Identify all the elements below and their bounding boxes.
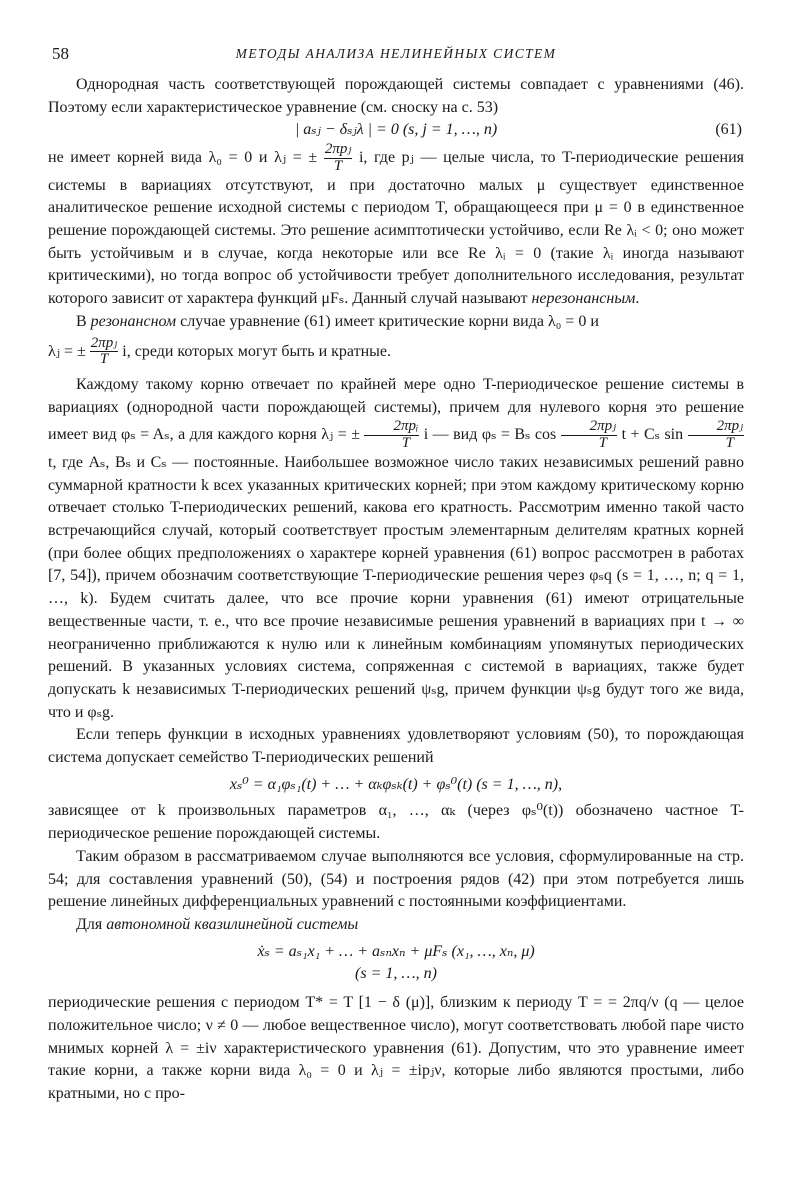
page-number: 58 [52, 44, 69, 63]
paragraph: Каждому такому корню отвечает по крайней мере одно T-периодическое решение системы в вариациях (однородной части порождающей системы), причем для нулевого корня это решение имеет вид φₛ = Aₛ, а для каждого корня λⱼ = ± $\frac{\text{2πpᵢ}}{T}$ i — вид φₛ = Bₛ cos $\frac{\text{2πpⱼ}}{T}$ t + Cₛ sin $\frac{\text{2πpⱼ}}{T}$ t, где Aₛ, Bₛ и Cₛ — постоянные. Наибольшее возможное число таких независимых решений равно суммарной кратности k всех указанных критических корней; при этом каждому критическому корню отвечает столько T-периодических решений, какова его кратность. Рассмотрим именно такой часто встречающийся случай, который соответствует простым элементарным делителям кратных корней (при более общих предположениях о характере корней уравнения (61) вопрос рассмотрен в работах [7, 54]), причем обозначим соответствующие T-периодические решения через φₛq (s = 1, …, n; q = 1, …, k). Будем считать далее, что все прочие корни уравнения (61) имеют отрицательные вещественные части, т. е., что все прочие независимые решения уравнений в вариациях при t → ∞ неограниченно приближаются к нулю или к линейным комбинациям упомянутых периодических решений. В указанных условиях система, сопряженная с системой в вариациях, также будет допускать k независимых T-периодических решений ψₛg, причем функции ψₛg будут того же вида, что и φₛg. [48, 376, 744, 721]
paragraph: В резонансном случае уравнение (61) имеет критические корни вида λ₀ = 0 и [76, 312, 599, 330]
equation-family: xₛ⁰ = α₁φₛ₁(t) + … + αₖφₛₖ(t) + φₛ⁰(t) (s = 1, …, n), [229, 775, 563, 793]
paragraph: Если теперь функции в исходных уравнениях удовлетворяют условиям (50), то порождающая система допускает семейство T-периодических решений [48, 726, 744, 767]
italic-term: автономной квазилинейной системы [106, 916, 359, 933]
fraction: $\frac{\text{2πpⱼ}}{T}$ [324, 141, 352, 174]
paragraph: периодические решения с периодом T* = T [1 − δ (μ)], близким к периоду T = = 2πq/ν (q — целое положительное число; ν ≠ 0 — любое вещественное число), могут соответствовать любой паре чисто мнимых корней λ = ±iν характеристического уравнения (61). Допустим, что это уравнение имеет такие корни, а также корни вида λ₀ = 0 и λⱼ = ±ipⱼν, которые либо являются простыми, либо кратными, но с про- [48, 994, 744, 1102]
italic-term: резонансном [90, 312, 177, 330]
italic-term: нерезонансным [531, 290, 636, 308]
equation-61 [48, 119, 744, 142]
running-title: МЕТОДЫ АНАЛИЗА НЕЛИНЕЙНЫХ СИСТЕМ [235, 46, 557, 61]
paragraph: не имеет корней вида λ₀ = 0 и λⱼ = ± $\frac{\text{2πpⱼ}}{T}$ i, где pⱼ — целые числа, то T-периодические решения системы в вариациях отсутствуют, и при достаточно малых μ существует единственное аналитическое решение исходной системы с периодом T, обращающееся при μ = 0 в единственное решение порождающей системы. Это решение асимптотически устойчиво, если Re λᵢ < 0; оно может быть устойчивым и в случае, когда некоторые или все Re λᵢ = 0 (такие λᵢ иногда называют критическими), но тогда вопрос об устойчивости требует дополнительного исследования, результат которого зависит от характера функций μFₛ. Данный случай называют нерезонансным. [48, 141, 745, 308]
equation-autonomous-range: (s = 1, …, n) [355, 965, 437, 983]
fraction: $\frac{\text{2πpⱼ}}{T}$ [561, 419, 617, 452]
paragraph: λⱼ = ± $\frac{\text{2πpⱼ}}{T}$ i, среди которых могут быть и кратные. [48, 334, 391, 368]
equation-autonomous: ẋₛ = aₛ₁x₁ + … + aₛₙxₙ + μFₛ (x₁, …, xₙ, μ) [257, 942, 535, 960]
fraction: $\frac{\text{2πpᵢ}}{T}$ [364, 419, 419, 452]
paragraph: Для автономной квазилинейной системы [76, 916, 359, 933]
book-page [48, 44, 744, 1106]
paragraph: Таким образом в рассматриваемом случае выполняются все условия, сформулированные на стр. 54; для составления уравнений (50), (54) и построения рядов (42) при этом потребуется лишь решение линейных дифференциальных уравнений с постоянными коэффициентами. [48, 847, 744, 911]
paragraph: зависящее от k произвольных параметров α₁, …, αₖ (через φₛ⁰(t)) обозначено частное T-периодическое решение порождающей системы. [48, 802, 744, 843]
fraction: $\frac{\text{2πpⱼ}}{T}$ [688, 419, 744, 452]
equation-number: (61) [715, 121, 742, 139]
paragraph: Однородная часть соответствующей порождающей системы совпадает с уравнениями (46). Поэтому если характеристическое уравнение (см. сноску на с. 53) [48, 76, 744, 116]
page-header [48, 44, 744, 74]
fraction: $\frac{\text{2πpⱼ}}{T}$ [90, 334, 118, 368]
equation-body: | aₛⱼ − δₛⱼλ | = 0 (s, j = 1, …, n) [294, 121, 498, 139]
